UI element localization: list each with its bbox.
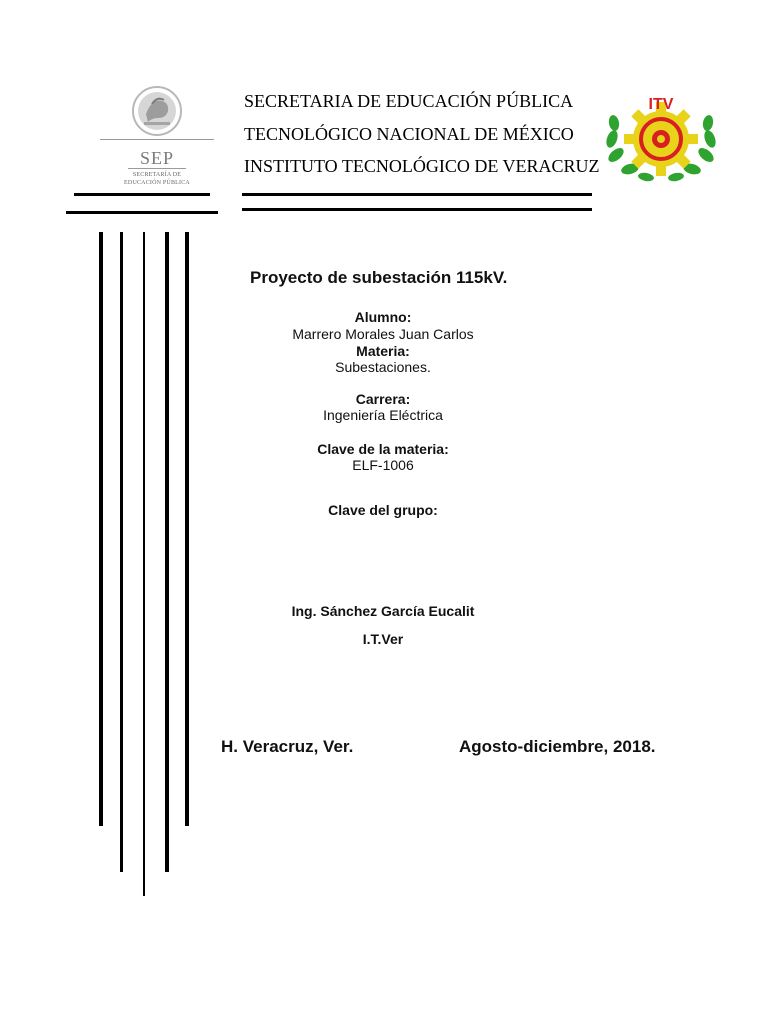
- header-rule-right-top: [242, 193, 592, 196]
- clave-grupo-label: Clave del grupo:: [328, 502, 438, 518]
- carrera-label: Carrera:: [355, 391, 411, 407]
- footer-period: Agosto-diciembre, 2018.: [459, 737, 656, 756]
- vertical-rule-1: [99, 232, 103, 826]
- header-line-tecnm: TECNOLÓGICO NACIONAL DE MÉXICO: [244, 124, 574, 144]
- alumno-value: Marrero Morales Juan Carlos: [292, 326, 474, 342]
- clave-materia-value: ELF-1006: [352, 457, 414, 473]
- institution-short: I.T.Ver: [362, 631, 404, 647]
- header-rule-right-bottom: [242, 208, 592, 211]
- materia-value: Subestaciones.: [335, 359, 431, 375]
- mexican-eagle-seal-icon: [122, 84, 192, 140]
- vertical-rule-3: [143, 232, 145, 896]
- itv-logo-text: ITV: [648, 96, 674, 113]
- vertical-rule-4: [165, 232, 169, 872]
- vertical-rule-2: [120, 232, 123, 872]
- header-line-sep: SECRETARIA DE EDUCACIÓN PÚBLICA: [244, 91, 574, 111]
- header-rule-left-bottom: [66, 211, 218, 214]
- sep-wordmark: SEP: [139, 148, 175, 168]
- footer-place: H. Veracruz, Ver.: [221, 737, 354, 756]
- header-rule-left-top: [74, 193, 210, 196]
- alumno-label: Alumno:: [354, 309, 412, 325]
- carrera-value: Ingeniería Eléctrica: [323, 407, 443, 423]
- sep-subtitle-line2: EDUCACIÓN PÚBLICA: [124, 180, 190, 186]
- clave-materia-label: Clave de la materia:: [317, 441, 449, 457]
- vertical-rule-5: [185, 232, 189, 826]
- sep-subtitle-line1: SECRETARÍA DE: [132, 172, 182, 178]
- itv-gear-laurel-icon: [604, 93, 718, 185]
- header-line-itver: INSTITUTO TECNOLÓGICO DE VERACRUZ: [244, 156, 600, 176]
- project-title: Proyecto de subestación 115kV.: [250, 268, 508, 287]
- sep-logo: [100, 84, 214, 194]
- teacher-name: Ing. Sánchez García Eucalit: [291, 603, 475, 619]
- materia-label: Materia:: [356, 343, 410, 359]
